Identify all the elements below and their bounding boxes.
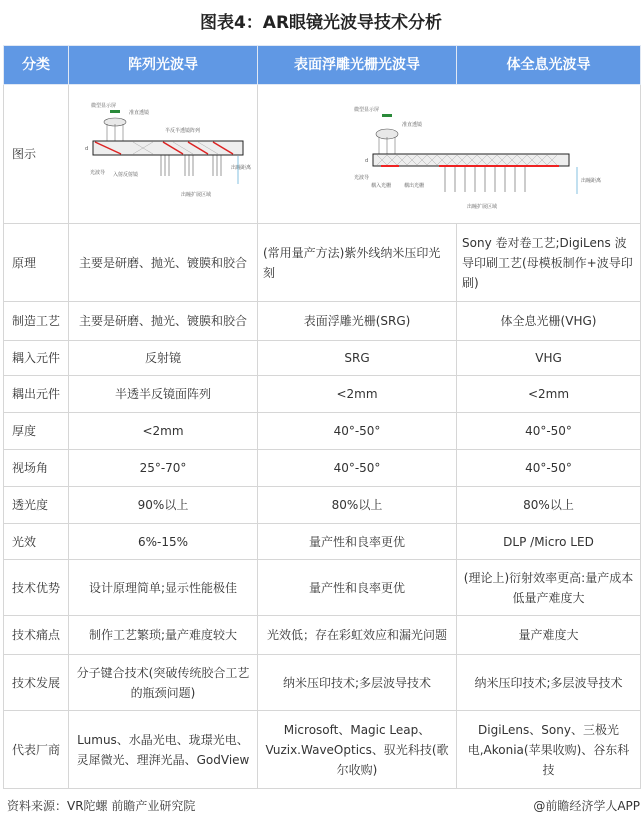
header-srg-waveguide: 表面浮雕光栅光波导 [258, 46, 457, 85]
row-label: 原理 [4, 224, 69, 302]
table-row [4, 560, 641, 616]
svg-text:微型显示屏: 微型显示屏 [91, 103, 117, 109]
cell-array: 制作工艺繁琐;量产难度较大 [69, 616, 258, 655]
cell-array: 主要是研磨、抛光、镀膜和胶合 [69, 224, 258, 302]
row-label: 技术发展 [4, 655, 69, 711]
cell-vhg: VHG [457, 341, 641, 376]
cell-vhg: DLP /Micro LED [457, 524, 641, 560]
header-array-waveguide: 阵列光波导 [69, 46, 258, 85]
row-label: 耦出元件 [4, 376, 69, 413]
row-label: 代表厂商 [4, 711, 69, 789]
cell-array: 主要是研磨、抛光、镀膜和胶合 [69, 302, 258, 341]
svg-text:d: d [365, 158, 369, 164]
cell-vhg: 40°-50° [457, 413, 641, 450]
cell-srg: 光效低；存在彩虹效应和漏光问题 [258, 616, 457, 655]
cell-srg: 80%以上 [258, 487, 457, 524]
cell-srg: SRG [258, 341, 457, 376]
svg-text:出瞳距离: 出瞳距离 [581, 178, 602, 184]
svg-text:耦出光栅: 耦出光栅 [404, 183, 425, 189]
cell-vhg: DigiLens、Sony、三极光电,Akonia(苹果收购)、谷东科技 [457, 711, 641, 789]
cell-srg: <2mm [258, 376, 457, 413]
page-title: 图表4：AR眼镜光波导技术分析 [199, 13, 443, 33]
svg-text:光波导: 光波导 [90, 170, 106, 176]
cell-srg: 40°-50° [258, 450, 457, 487]
cell-vhg: Sony 卷对卷工艺;DigiLens 波导印刷工艺(母模板制作+波导印刷) [457, 224, 641, 302]
cell-srg: (常用量产方法)紫外线纳米压印光刻 [258, 224, 457, 302]
svg-text:半反半透镜阵列: 半反半透镜阵列 [165, 128, 201, 134]
cell-array: 25°-70° [69, 450, 258, 487]
cell-srg: 表面浮雕光栅(SRG) [258, 302, 457, 341]
table-row [4, 224, 641, 302]
cell-array: 半透半反镜面阵列 [69, 376, 258, 413]
table-row-diagram [4, 85, 641, 224]
cell-vhg: <2mm [457, 376, 641, 413]
table-row [4, 302, 641, 341]
row-label: 厚度 [4, 413, 69, 450]
cell-array: <2mm [69, 413, 258, 450]
table-row [4, 413, 641, 450]
row-label: 技术痛点 [4, 616, 69, 655]
svg-text:准直透镜: 准直透镜 [402, 122, 423, 128]
svg-text:耦入光栅: 耦入光栅 [371, 183, 392, 189]
array-waveguide-schematic [73, 94, 253, 214]
cell-vhg: (理论上)衍射效率更高:量产成本低量产难度大 [457, 560, 641, 616]
cell-srg: 纳米压印技术;多层波导技术 [258, 655, 457, 711]
table-row [4, 487, 641, 524]
table-row [4, 616, 641, 655]
cell-srg: 量产性和良率更优 [258, 560, 457, 616]
row-label: 透光度 [4, 487, 69, 524]
srg-waveguide-diagram [258, 85, 641, 224]
svg-text:d: d [85, 146, 89, 152]
row-label: 视场角 [4, 450, 69, 487]
cell-vhg: 80%以上 [457, 487, 641, 524]
cell-array: 分子键合技术(突破传统胶合工艺的瓶颈问题) [69, 655, 258, 711]
cell-vhg: 量产难度大 [457, 616, 641, 655]
cell-array: Lumus、水晶光电、珑璟光电、灵犀微光、理湃光晶、GodView [69, 711, 258, 789]
cell-array: 反射镜 [69, 341, 258, 376]
svg-text:光波导: 光波导 [354, 175, 370, 181]
cell-srg: 量产性和良率更优 [258, 524, 457, 560]
header-vhg-waveguide: 体全息光波导 [457, 46, 641, 85]
table-header-row [4, 46, 641, 85]
table-row [4, 376, 641, 413]
cell-array: 6%-15% [69, 524, 258, 560]
cell-vhg: 体全息光栅(VHG) [457, 302, 641, 341]
cell-array: 设计原理简单;显示性能极佳 [69, 560, 258, 616]
row-label: 制造工艺 [4, 302, 69, 341]
cell-srg: 40°-50° [258, 413, 457, 450]
row-label: 图示 [4, 85, 69, 224]
header-category: 分类 [4, 46, 69, 85]
cell-srg: Microsoft、Magic Leap、Vuzix.WaveOptics、驭光科技(歌尔收购) [258, 711, 457, 789]
row-label: 耦入元件 [4, 341, 69, 376]
svg-text:出瞳扩展区域: 出瞳扩展区域 [467, 204, 498, 210]
cell-array: 90%以上 [69, 487, 258, 524]
cell-vhg: 纳米压印技术;多层波导技术 [457, 655, 641, 711]
comparison-table [3, 45, 641, 789]
svg-text:入射反射镜: 入射反射镜 [113, 172, 139, 178]
credit-note: @前瞻经济学人APP [533, 799, 640, 813]
array-waveguide-diagram [69, 85, 258, 224]
table-row [4, 655, 641, 711]
svg-text:微型显示屏: 微型显示屏 [354, 107, 380, 113]
row-label: 技术优势 [4, 560, 69, 616]
table-row [4, 524, 641, 560]
svg-text:准直透镜: 准直透镜 [129, 110, 150, 116]
svg-text:出瞳距离: 出瞳距离 [231, 165, 252, 171]
table-row [4, 711, 641, 789]
cell-vhg: 40°-50° [457, 450, 641, 487]
source-note: 资料来源：VR陀螺 前瞻产业研究院 [7, 799, 196, 813]
row-label: 光效 [4, 524, 69, 560]
table-row [4, 450, 641, 487]
table-row [4, 341, 641, 376]
srg-waveguide-schematic [259, 94, 639, 214]
svg-text:出瞳扩展区域: 出瞳扩展区域 [181, 192, 212, 198]
